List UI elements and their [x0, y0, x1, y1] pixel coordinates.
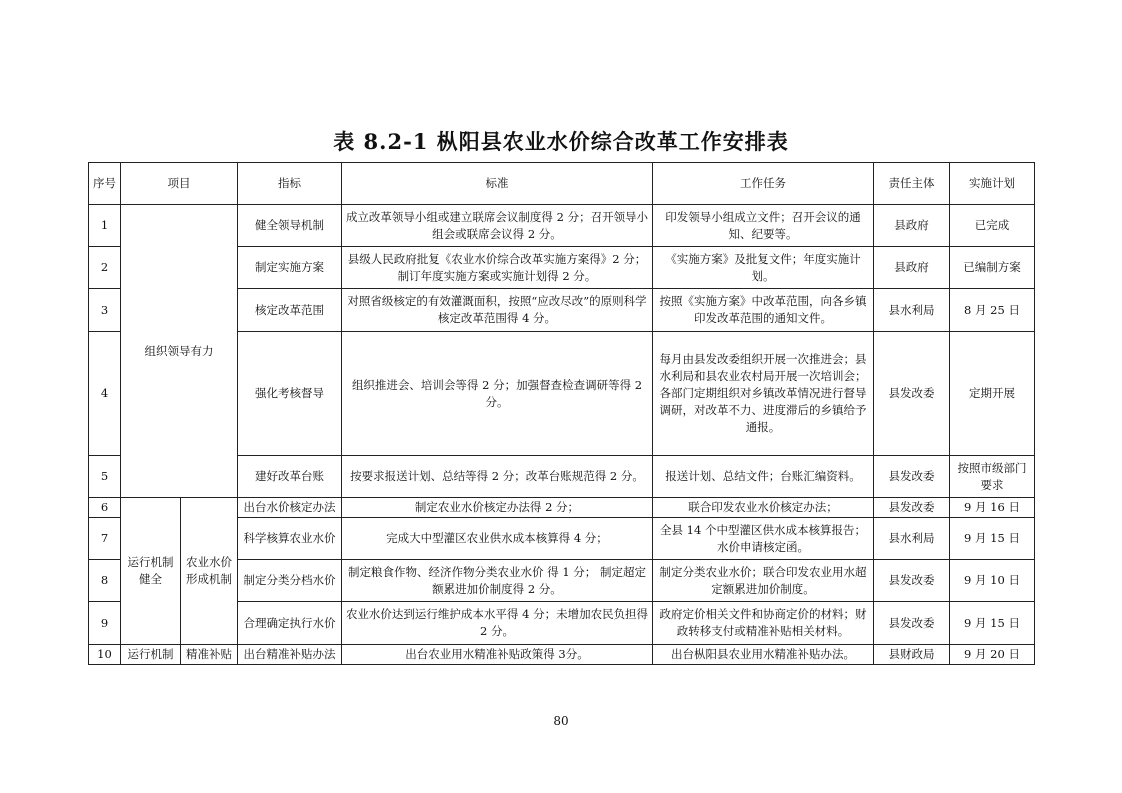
- row-task: 出台枞阳县农业用水精准补贴办法。: [653, 645, 874, 665]
- row-plan: 8 月 25 日: [950, 289, 1035, 332]
- row-indicator: 核定改革范围: [238, 289, 342, 332]
- row-no: 5: [89, 456, 121, 498]
- row-standard: 组织推进会、培训会等得 2 分；加强督查检查调研等得 2 分。: [342, 332, 653, 456]
- row-owner: 县政府: [874, 247, 950, 289]
- row-plan: 9 月 20 日: [950, 645, 1035, 665]
- row-task: 印发领导小组成立文件；召开会议的通知、纪要等。: [653, 205, 874, 247]
- row-standard: 农业水价达到运行维护成本水平得 4 分；未增加农民负担得 2 分。: [342, 602, 653, 645]
- row-task: 全县 14 个中型灌区供水成本核算报告；水价申请核定函。: [653, 518, 874, 560]
- row-plan: 定期开展: [950, 332, 1035, 456]
- row-task: 制定分类农业水价；联合印发农业用水超定额累进加价制度。: [653, 560, 874, 602]
- header-task: 工作任务: [653, 163, 874, 205]
- row-no: 9: [89, 602, 121, 645]
- page-number: 80: [553, 714, 569, 728]
- row-standard: 按要求报送计划、总结等得 2 分；改革台账规范得 2 分。: [342, 456, 653, 498]
- row-standard: 县级人民政府批复《农业水价综合改革实施方案得》2 分；制订年度实施方案或实施计划得 2 分。: [342, 247, 653, 289]
- row-indicator: 出台精准补贴办法: [238, 645, 342, 665]
- table-row: [89, 645, 1035, 665]
- row-task: 按照《实施方案》中改革范围，向各乡镇印发改革范围的通知文件。: [653, 289, 874, 332]
- row-owner: 县发改委: [874, 602, 950, 645]
- row-task: 政府定价相关文件和协商定价的材料；财政转移支付或精准补贴相关材料。: [653, 602, 874, 645]
- row-owner: 县政府: [874, 205, 950, 247]
- header-project: 项目: [121, 163, 238, 205]
- row-standard: 出台农业用水精准补贴政策得 3分。: [342, 645, 653, 665]
- header-seq: 序号: [89, 163, 121, 205]
- header-owner: 责任主体: [874, 163, 950, 205]
- row-task: 《实施方案》及批复文件；年度实施计划。: [653, 247, 874, 289]
- row-indicator: 制定实施方案: [238, 247, 342, 289]
- row-owner: 县水利局: [874, 518, 950, 560]
- row-owner: 县水利局: [874, 289, 950, 332]
- row-plan: 9 月 10 日: [950, 560, 1035, 602]
- row-indicator: 出台水价核定办法: [238, 498, 342, 518]
- page-title: 表 8.2-1 枞阳县农业水价综合改革工作安排表: [333, 129, 789, 154]
- row-indicator: 强化考核督导: [238, 332, 342, 456]
- row-no: 6: [89, 498, 121, 518]
- row-indicator: 科学核算农业水价: [238, 518, 342, 560]
- row-indicator: 建好改革台账: [238, 456, 342, 498]
- header-plan: 实施计划: [950, 163, 1035, 205]
- row-indicator: 合理确定执行水价: [238, 602, 342, 645]
- row-no: 2: [89, 247, 121, 289]
- row-plan: 9 月 16 日: [950, 498, 1035, 518]
- row-plan: 按照市级部门要求: [950, 456, 1035, 498]
- row-no: 1: [89, 205, 121, 247]
- group-mechanism: 运行机制健全: [121, 498, 181, 645]
- row-owner: 县发改委: [874, 332, 950, 456]
- row-indicator: 制定分类分档水价: [238, 560, 342, 602]
- group-org: 组织领导有力: [121, 205, 238, 498]
- row-plan: 9 月 15 日: [950, 518, 1035, 560]
- row-standard: 完成大中型灌区农业供水成本核算得 4 分；: [342, 518, 653, 560]
- row-plan: 已编制方案: [950, 247, 1035, 289]
- work-plan-table: [88, 162, 1035, 665]
- row-owner: 县发改委: [874, 498, 950, 518]
- row-task: 报送计划、总结文件；台账汇编资料。: [653, 456, 874, 498]
- row-no: 10: [89, 645, 121, 665]
- row-no: 7: [89, 518, 121, 560]
- row-indicator: 健全领导机制: [238, 205, 342, 247]
- row-standard: 对照省级核定的有效灌溉面积，按照“应改尽改”的原则科学核定改革范围得 4 分。: [342, 289, 653, 332]
- row-task: 每月由县发改委组织开展一次推进会；县水利局和县农业农村局开展一次培训会；各部门定期组织对乡镇改革情况进行督导调研，对改革不力、进度滞后的乡镇给予通报。: [653, 332, 874, 456]
- row-plan: 已完成: [950, 205, 1035, 247]
- group-mechanism-b: 运行机制: [121, 645, 181, 665]
- row-standard: 成立改革领导小组或建立联席会议制度得 2 分；召开领导小组会或联席会议得 2 分。: [342, 205, 653, 247]
- table-row: [89, 205, 1035, 247]
- row-owner: 县发改委: [874, 560, 950, 602]
- row-no: 8: [89, 560, 121, 602]
- row-no: 3: [89, 289, 121, 332]
- table-row: [89, 498, 1035, 518]
- row-standard: 制定农业水价核定办法得 2 分；: [342, 498, 653, 518]
- row-no: 4: [89, 332, 121, 456]
- group-mechanism-sub: 农业水价形成机制: [181, 498, 238, 645]
- row-standard: 制定粮食作物、经济作物分类农业水价 得 1 分； 制定超定额累进加价制度得 2 分。: [342, 560, 653, 602]
- row-task: 联合印发农业水价核定办法；: [653, 498, 874, 518]
- group-mechanism-b-sub: 精准补贴: [181, 645, 238, 665]
- row-owner: 县发改委: [874, 456, 950, 498]
- row-owner: 县财政局: [874, 645, 950, 665]
- row-plan: 9 月 15 日: [950, 602, 1035, 645]
- header-standard: 标准: [342, 163, 653, 205]
- header-row: [89, 163, 1035, 205]
- header-indicator: 指标: [238, 163, 342, 205]
